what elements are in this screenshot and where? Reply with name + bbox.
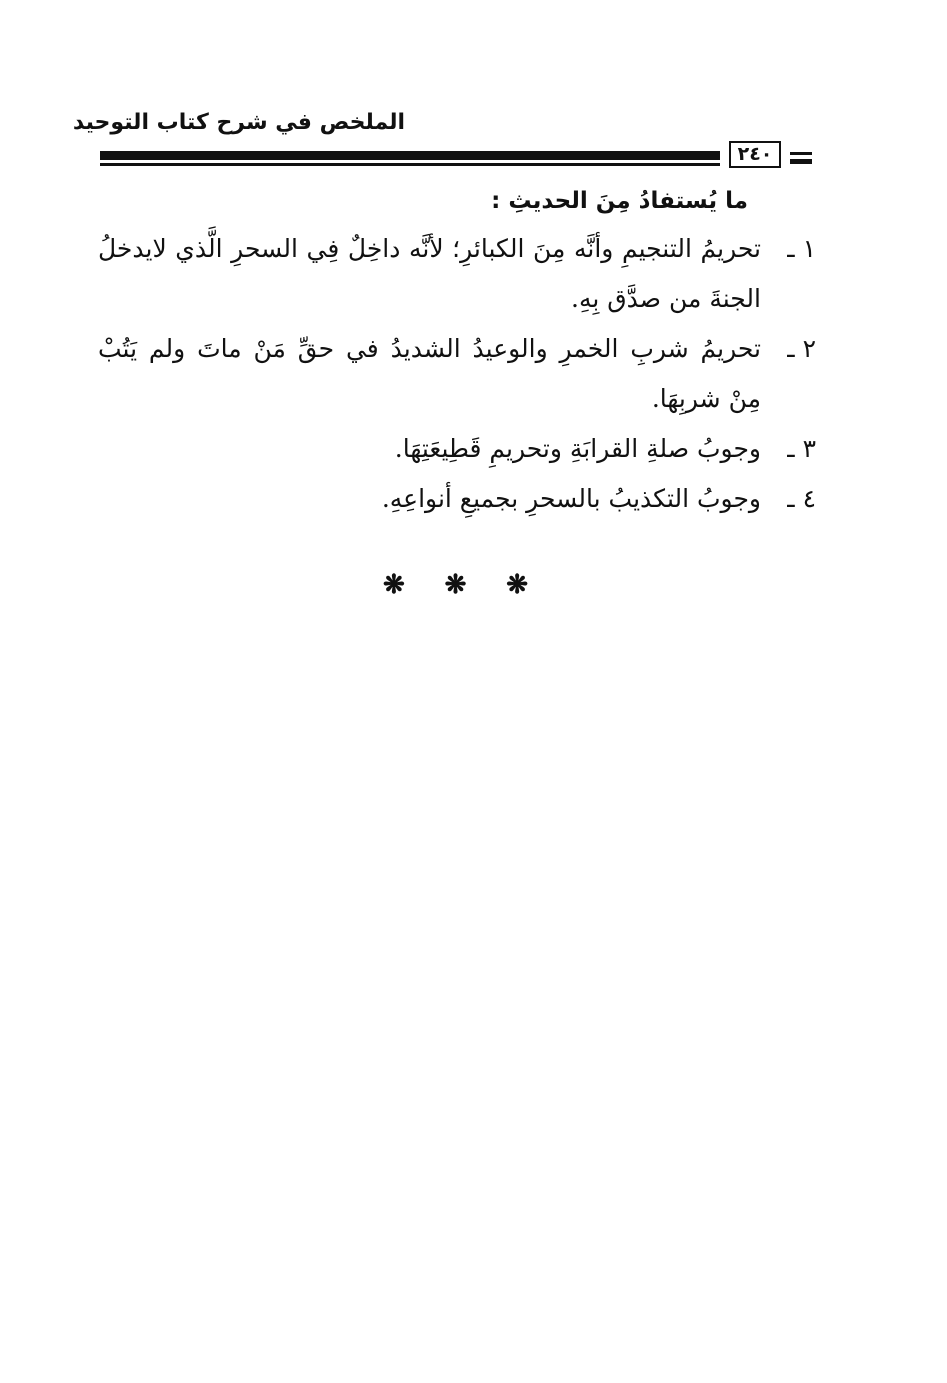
asterism-star-icon: ❋ [383, 570, 405, 600]
section-heading: ما يُستفادُ مِنَ الحديثِ : [491, 188, 748, 214]
list-item [98, 224, 816, 324]
list-item-text: وجوبُ التكذيبُ بالسحرِ بجميعِ أنواعِهِ. [381, 484, 761, 513]
list-item [98, 474, 816, 524]
header-ornament-line [790, 159, 812, 164]
list-item-text: تحريمُ شربِ الخمرِ والوعيدُ الشديدُ في حقِّ مَنْ ماتَ ولم يَتُبْ مِنْ شربِهَا. [98, 334, 761, 413]
page-number: ٢٤٠ [729, 141, 781, 168]
list-item-number: ١ ـ [787, 234, 816, 263]
list-item-number: ٤ ـ [787, 484, 816, 513]
list-item-text: وجوبُ صلةِ القرابَةِ وتحريمِ قَطِيعَتِهَا. [394, 434, 761, 463]
header-rule-thick [100, 151, 720, 160]
running-title: الملخص في شرح كتاب التوحيد [72, 110, 405, 135]
list-item-number: ٢ ـ [787, 334, 816, 363]
asterism-star-icon: ❋ [444, 570, 467, 600]
main-text [98, 180, 816, 524]
section-separator [383, 570, 528, 600]
list-item-text: تحريمُ التنجيمِ وأنَّه مِنَ الكبائرِ؛ لأنَّه داخِلٌ فِي السحرِ الَّذي لايدخلُ الجنةَ من صدَّق بِهِ. [98, 234, 761, 313]
list-item [98, 324, 816, 424]
header-rule-thin [100, 163, 720, 166]
list-item-number: ٣ ـ [787, 434, 816, 463]
asterism-star-icon: ❋ [506, 570, 528, 600]
header-ornament-line [790, 152, 812, 155]
list-item [98, 424, 816, 474]
